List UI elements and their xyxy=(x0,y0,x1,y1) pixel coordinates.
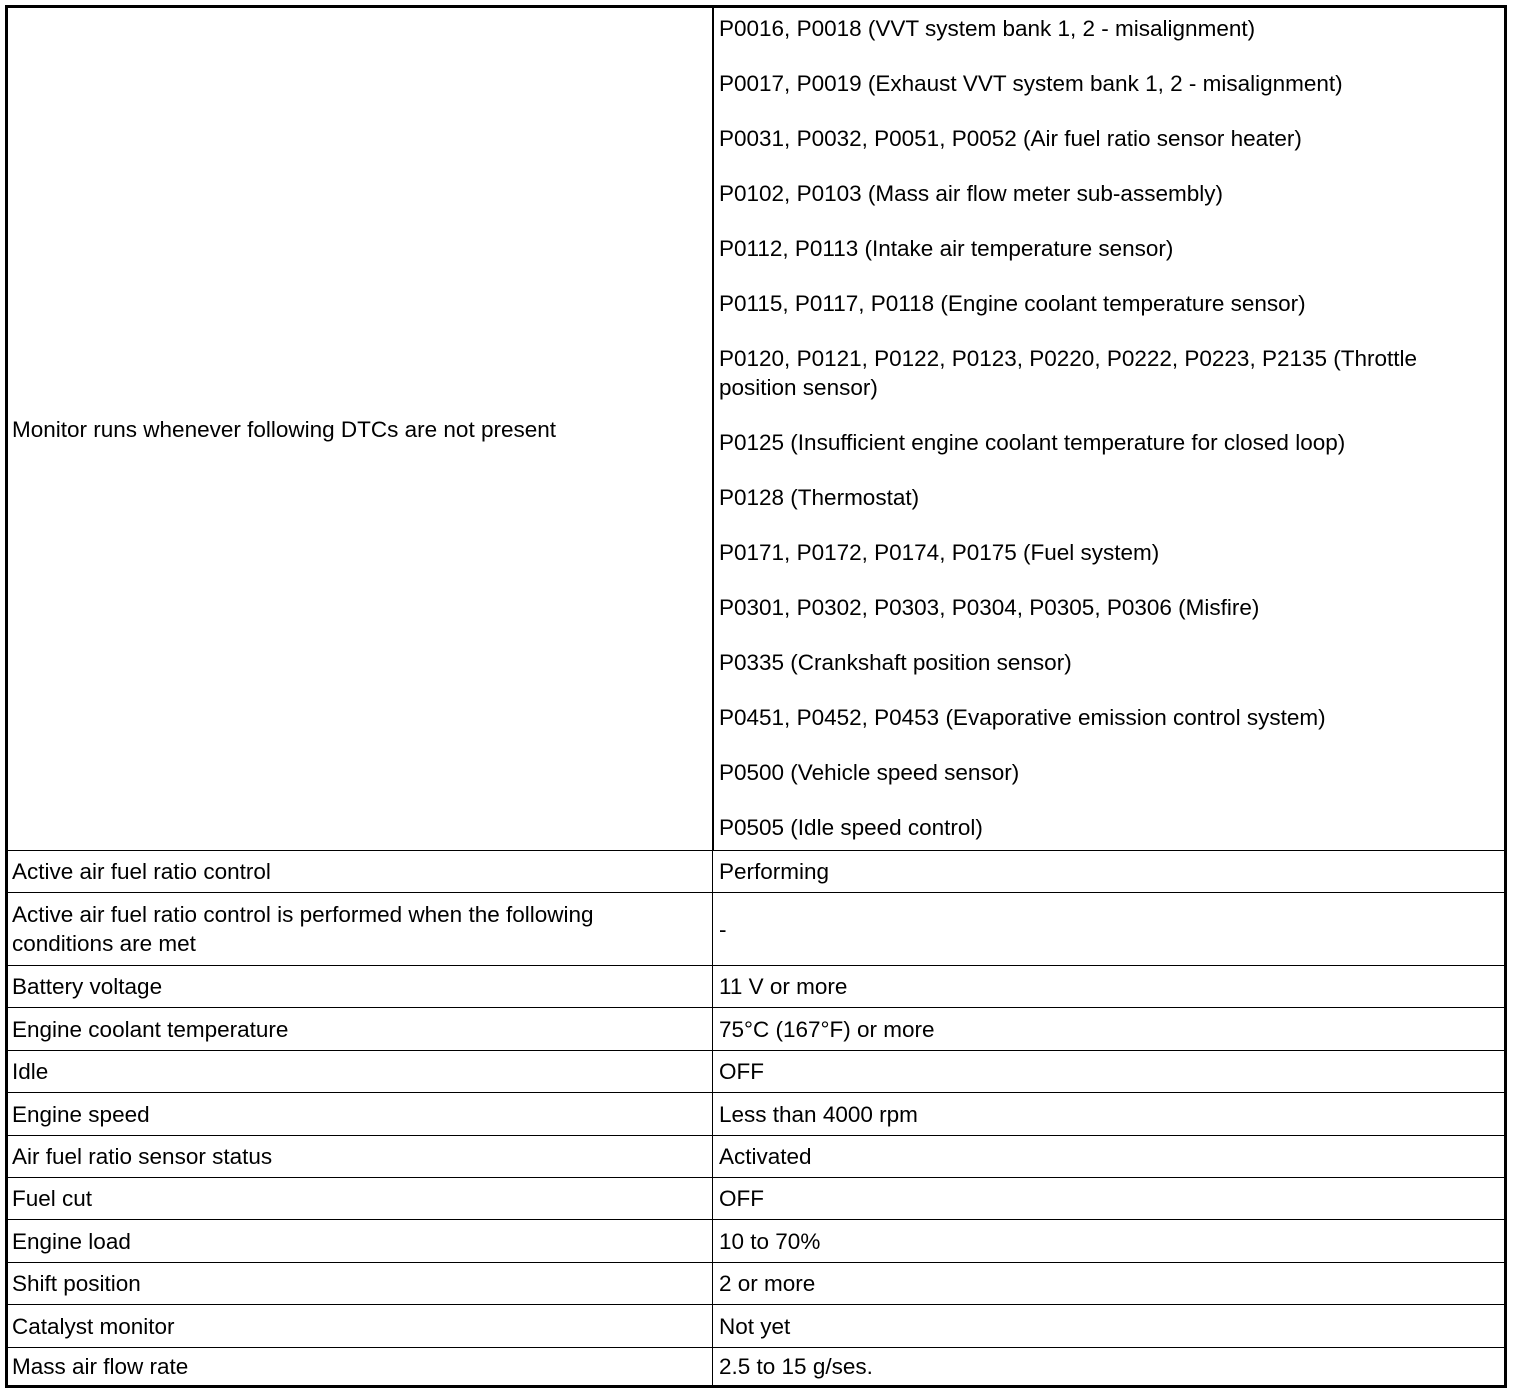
row-label: Battery voltage xyxy=(8,966,713,1007)
table-row xyxy=(8,965,1504,1007)
row-label: Idle xyxy=(8,1051,713,1092)
table-row xyxy=(8,1262,1504,1304)
dtc-item: P0171, P0172, P0174, P0175 (Fuel system) xyxy=(719,540,1160,565)
row-value: Performing xyxy=(719,859,830,884)
row-value: 11 V or more xyxy=(719,974,848,999)
row-value: 75°C (167°F) or more xyxy=(719,1016,935,1042)
table-row xyxy=(8,850,1504,892)
dtc-item: P0335 (Crankshaft position sensor) xyxy=(719,650,1072,675)
dtc-item: P0451, P0452, P0453 (Evaporative emission control system) xyxy=(719,705,1326,730)
row-label: Active air fuel ratio control is performed when the following conditions are met xyxy=(8,893,713,965)
dtc-item: P0500 (Vehicle speed sensor) xyxy=(719,760,1020,785)
dtc-item: P0128 (Thermostat) xyxy=(719,485,920,510)
dtc-item: P0125 (Insufficient engine coolant temperature for closed loop) xyxy=(719,430,1346,455)
dtc-item: P0112, P0113 (Intake air temperature sensor) xyxy=(719,236,1174,261)
row-label: Fuel cut xyxy=(8,1178,713,1219)
dtc-item: P0016, P0018 (VVT system bank 1, 2 - misalignment) xyxy=(719,16,1256,41)
row-label: Catalyst monitor xyxy=(8,1305,713,1347)
row-value: Not yet xyxy=(719,1313,791,1339)
dtc-item: P0017, P0019 (Exhaust VVT system bank 1, 2 - misalignment) xyxy=(719,71,1343,96)
row-value: 10 to 70% xyxy=(719,1228,821,1254)
table-row xyxy=(8,1177,1504,1219)
row-value: OFF xyxy=(719,1059,764,1084)
row-value: 2 or more xyxy=(719,1271,816,1296)
row-label: Air fuel ratio sensor status xyxy=(8,1136,713,1177)
table-row xyxy=(8,1007,1504,1050)
row-value: 2.5 to 15 g/ses. xyxy=(719,1354,873,1379)
row-label: Mass air flow rate xyxy=(8,1348,713,1385)
table-row xyxy=(8,1050,1504,1092)
row-value: Less than 4000 rpm xyxy=(719,1101,918,1127)
dtc-item: P0301, P0302, P0303, P0304, P0305, P0306 (Misfire) xyxy=(719,595,1260,620)
table-row xyxy=(8,892,1504,965)
dtc-item: P0115, P0117, P0118 (Engine coolant temperature sensor) xyxy=(719,291,1306,316)
dtc-item: P0102, P0103 (Mass air flow meter sub-assembly) xyxy=(719,181,1223,206)
dtc-item: P0505 (Idle speed control) xyxy=(719,815,983,840)
row-label: Active air fuel ratio control xyxy=(8,851,713,892)
dtc-list xyxy=(719,14,1498,842)
monitor-label: Monitor runs whenever following DTCs are not present xyxy=(8,8,713,850)
row-value: - xyxy=(719,916,727,942)
table-row xyxy=(8,1304,1504,1347)
row-label: Engine speed xyxy=(8,1093,713,1135)
row-label: Engine coolant temperature xyxy=(8,1008,713,1050)
row-value: OFF xyxy=(719,1186,764,1211)
column-divider xyxy=(713,8,714,850)
dtc-item: P0031, P0032, P0051, P0052 (Air fuel ratio sensor heater) xyxy=(719,126,1302,151)
table-row xyxy=(8,1219,1504,1262)
row-label: Engine load xyxy=(8,1220,713,1262)
table-row xyxy=(8,1347,1504,1385)
row-label: Shift position xyxy=(8,1263,713,1304)
conditions-table xyxy=(5,5,1507,1388)
table-row xyxy=(8,1135,1504,1177)
row-value: Activated xyxy=(719,1144,812,1169)
dtc-item: P0120, P0121, P0122, P0123, P0220, P0222, P0223, P2135 (Throttle position sensor) xyxy=(719,346,1418,400)
table-row xyxy=(8,1092,1504,1135)
